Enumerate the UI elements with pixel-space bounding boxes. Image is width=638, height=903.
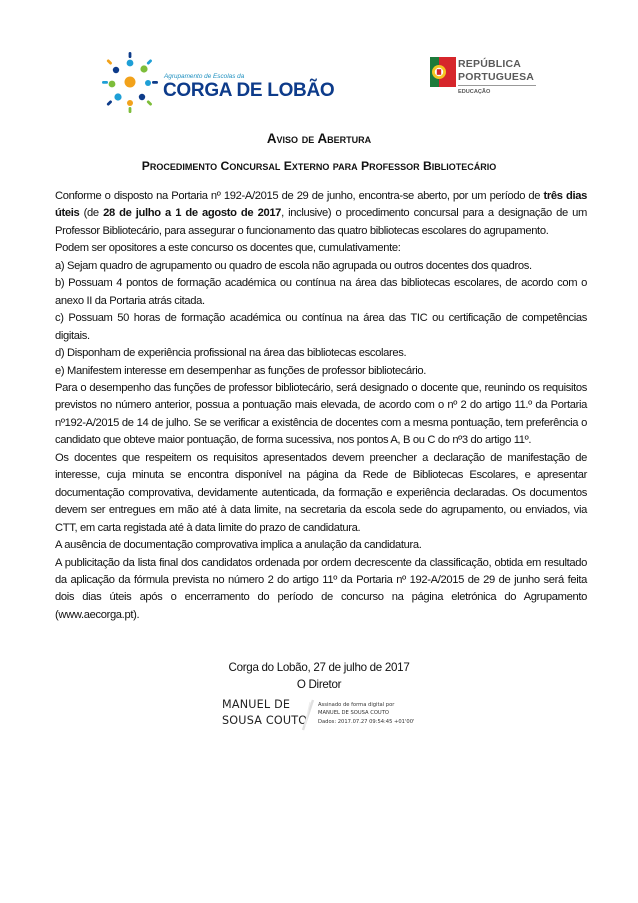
digital-signature-info — [318, 701, 414, 726]
paragraph-text: a) Sejam quadro de agrupamento ou quadro de escola não agrupada ou outros docentes dos quadros. — [55, 259, 532, 272]
paragraph-text: Conforme o disposto na Portaria nº 192-A/2015 de 29 de junho, encontra-se aberto, por um período de — [55, 190, 544, 202]
emphasized-text: três dias úteis — [55, 190, 587, 220]
signature-info-line3: Dados: 2017.07.27 09:54:45 +01'00' — [318, 718, 415, 725]
school-logo-name: CORGA DE LOBÃO — [163, 80, 335, 101]
paragraph-text: Podem ser opositores a este concurso os docentes que, cumulativamente: — [55, 242, 401, 255]
signature-info-line1: Assinado de forma digital por — [318, 702, 395, 708]
body-paragraph — [55, 537, 587, 554]
paragraph-text: d) Disponham de experiência profissional na área das bibliotecas escolares. — [55, 347, 407, 360]
government-logo-line2: PORTUGUESA — [458, 71, 535, 83]
signature-name-line1: MANUEL DE — [222, 698, 291, 711]
government-logo-divider — [458, 85, 536, 86]
body-paragraph — [55, 380, 587, 450]
government-logo-ministry: EDUCAÇÃO — [458, 89, 491, 95]
government-logo — [430, 55, 550, 100]
paragraph-text: b) Possuam 4 pontos de formação académica ou contínua na área das bibliotecas escolares, de acordo com o anexo II da Portaria atrás citada. — [55, 277, 587, 307]
digital-signature-mark-icon — [300, 698, 316, 732]
paragraph-text: A ausência de documentação comprovativa implica a anulação da candidatura. — [55, 539, 422, 552]
paragraph-text: Os docentes que respeitem os requisitos apresentados devem preencher a declaração de manifestação de interesse, cuja minuta se encontra disponível na página da Rede de Bibliotecas Escolares, e apresentar documentação comprovativa, devidamente autenticada, da formação e experiência declaradas. Os documentos devem ser entregues em mão até à data limite, na secretaria da escola sede do agrupamento, ou enviados, via CTT, em carta registada até à data limite do prazo de candidatura. — [55, 451, 587, 534]
school-logo — [100, 50, 335, 114]
place-and-date: Corga do Lobão, 27 de julho de 2017 — [228, 661, 410, 674]
document-body — [55, 188, 587, 624]
school-emblem-icon — [100, 50, 162, 114]
document-title: Aviso de Abertura — [266, 131, 372, 146]
document-subtitle: Procedimento Concursal Externo para Professor Bibliotecário — [141, 159, 497, 173]
body-paragraph — [55, 258, 587, 275]
government-logo-line1: REPÚBLICA — [458, 58, 522, 70]
body-paragraph — [55, 450, 587, 537]
paragraph-text: e) Manifestem interesse em desempenhar as funções de professor bibliotecário. — [55, 364, 427, 377]
paragraph-text: , inclusive) o procedimento concursal para a designação de um Professor Bibliotecário, para assegurar o funcionamento das quatro bibliotecas escolares do agrupamento. — [55, 207, 587, 237]
paragraph-text: (de — [79, 207, 104, 220]
signature-name — [222, 697, 307, 729]
signature-name-line2: SOUSA COUTO — [222, 714, 308, 727]
paragraph-text: c) Possuam 50 horas de formação académica ou contínua na área das TIC ou certificação de competências digitais. — [55, 312, 587, 342]
portuguese-emblem-icon — [430, 57, 456, 87]
body-paragraph — [55, 555, 587, 625]
emphasized-text: 28 de julho a 1 de agosto de 2017 — [103, 207, 282, 220]
paragraph-text: Para o desempenho das funções de professor bibliotecário, será designado o docente que, reunindo os requisitos previstos no número anterior, possua a pontuação mais elevada, de acordo com o nº 2 do artigo 11.º da Portaria nº192-A/2015 de 14 de julho. Se se verificar a existência de docentes com a mesma pontuação, tem preferência o candidato que obteve maior pontuação, de forma sucessiva, nos pontos A, B ou C do nº3 do artigo 11º. — [55, 381, 587, 447]
signature-info-line2: MANUEL DE SOUSA COUTO — [318, 710, 389, 717]
body-paragraph — [55, 240, 587, 257]
signatory-role: O Diretor — [296, 678, 342, 691]
body-paragraph — [55, 188, 587, 240]
body-paragraph — [55, 310, 587, 345]
body-paragraph — [55, 363, 587, 380]
body-paragraph — [55, 345, 587, 362]
paragraph-text: A publicitação da lista final dos candidatos ordenada por ordem decrescente da classificação, obtida em resultado da aplicação da fórmula prevista no número 2 do artigo 11º da Portaria nº 192-A/2015 de 29 de junho será feita dois dias úteis após o encerramento do período de concurso na página eletrónica do Agrupamento (www.aecorga.pt). — [55, 556, 587, 621]
body-paragraph — [55, 275, 587, 310]
school-logo-subtitle: Agrupamento de Escolas da — [164, 73, 245, 80]
